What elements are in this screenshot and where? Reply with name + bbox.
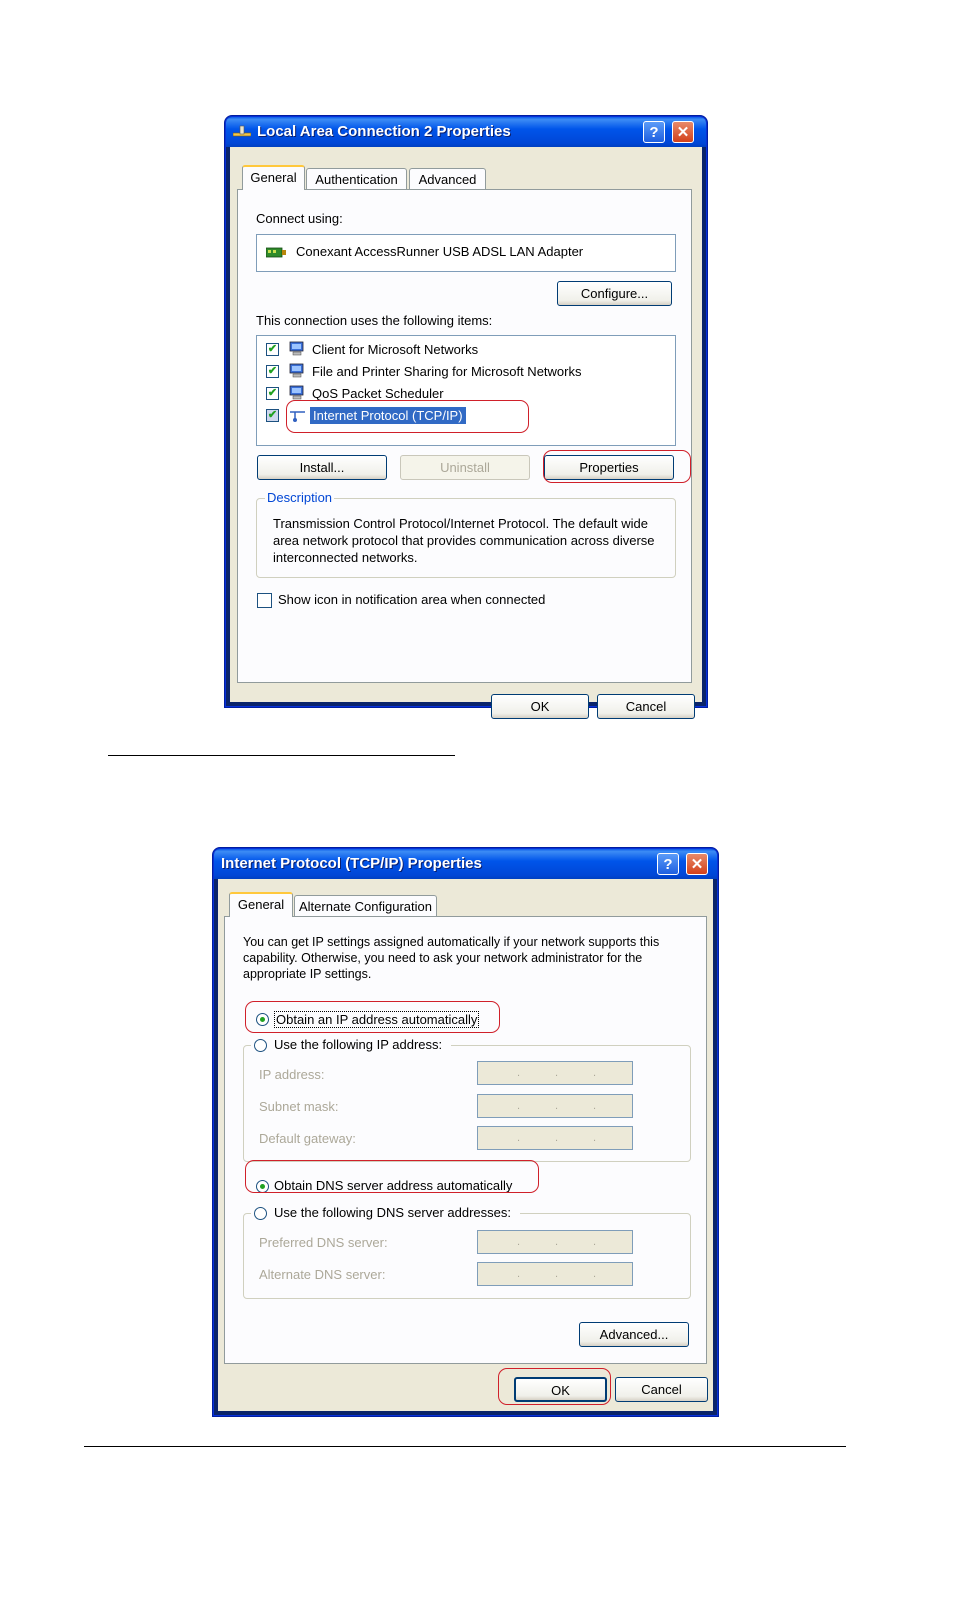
advanced-button-label: Advanced... <box>599 1327 669 1342</box>
title-bar[interactable] <box>226 117 706 147</box>
highlight-properties-button <box>543 450 691 483</box>
obtain-dns-auto-label[interactable]: Obtain DNS server address automatically <box>274 1178 513 1193</box>
local-area-connection-dialog <box>225 116 707 714</box>
dialog-title: Internet Protocol (TCP/IP) Properties <box>221 855 482 872</box>
use-following-dns-label[interactable]: Use the following DNS server addresses: <box>274 1205 511 1220</box>
highlight-obtain-ip <box>245 1001 500 1033</box>
ip-dot: . <box>555 1100 559 1112</box>
default-gateway-label: Default gateway: <box>259 1131 356 1146</box>
qos-icon <box>289 385 306 400</box>
ok-button-label: OK <box>551 1383 570 1398</box>
subnet-mask-field[interactable] <box>477 1094 633 1118</box>
ip-dot: . <box>593 1100 597 1112</box>
description-legend: Description <box>267 490 333 505</box>
item-label-selected[interactable]: Internet Protocol (TCP/IP) <box>310 407 466 424</box>
use-following-ip-label[interactable]: Use the following IP address: <box>274 1037 443 1052</box>
tab-panel <box>224 916 707 1364</box>
item-label[interactable]: Client for Microsoft Networks <box>312 342 479 357</box>
description-group <box>256 490 676 578</box>
uninstall-button-label: Uninstall <box>440 460 490 475</box>
cancel-button[interactable] <box>597 694 695 719</box>
use-following-ip-legend <box>251 1037 451 1055</box>
use-following-dns-radio[interactable] <box>254 1207 267 1220</box>
ip-dot: . <box>555 1268 559 1280</box>
preferred-dns-field[interactable] <box>477 1230 633 1254</box>
highlight-obtain-dns <box>245 1160 539 1193</box>
item-label[interactable]: QoS Packet Scheduler <box>312 386 444 401</box>
ip-dot: . <box>555 1236 559 1248</box>
description-text: Transmission Control Protocol/Internet Protocol. The default wide area network protocol that provides communication across diverse interconnected networks. <box>273 516 655 565</box>
ip-dot: . <box>517 1236 521 1248</box>
dialog-client <box>230 147 702 714</box>
network-client-icon <box>289 341 306 356</box>
properties-button-label: Properties <box>579 460 639 475</box>
title-bar[interactable] <box>214 849 717 879</box>
use-following-ip-radio[interactable] <box>254 1039 267 1052</box>
tab-general[interactable]: General <box>229 892 293 917</box>
close-button[interactable]: ✕ <box>672 121 694 143</box>
advanced-button[interactable] <box>579 1322 689 1347</box>
intro-text: You can get IP settings assigned automatically if your network supports this capability. Otherwise, you need to ask your network administrator for the appropriate IP settings. <box>243 935 660 981</box>
help-button[interactable]: ? <box>643 121 665 143</box>
tab-advanced[interactable]: Advanced <box>409 168 486 190</box>
adapter-name: Conexant AccessRunner USB ADSL LAN Adapter <box>296 244 584 259</box>
items-label: This connection uses the following items: <box>256 313 493 328</box>
cancel-button-label: Cancel <box>625 699 667 714</box>
tab-authentication[interactable]: Authentication <box>306 168 407 190</box>
uninstall-button[interactable] <box>400 455 530 480</box>
close-button[interactable]: ✕ <box>686 853 708 875</box>
ip-dot: . <box>517 1132 521 1144</box>
show-icon-checkbox[interactable] <box>257 593 272 608</box>
subnet-mask-label: Subnet mask: <box>259 1099 339 1114</box>
obtain-ip-auto-label[interactable]: Obtain an IP address automatically <box>276 1012 478 1027</box>
connect-using-label: Connect using: <box>256 211 343 226</box>
ip-dot: . <box>593 1268 597 1280</box>
ip-dot: . <box>517 1100 521 1112</box>
item-checkbox[interactable]: ✔ <box>267 387 278 399</box>
ip-dot: . <box>593 1067 597 1079</box>
alternate-dns-label: Alternate DNS server: <box>259 1267 386 1282</box>
file-sharing-icon <box>289 363 306 378</box>
configure-button[interactable] <box>557 281 672 306</box>
item-label[interactable]: File and Printer Sharing for Microsoft Networks <box>312 364 582 379</box>
ip-address-label: IP address: <box>259 1067 325 1082</box>
show-icon-label[interactable]: Show icon in notification area when connected <box>278 592 546 607</box>
highlight-tcpip-item <box>286 400 529 433</box>
tab-general[interactable]: General <box>242 165 305 190</box>
ip-dot: . <box>517 1067 521 1079</box>
item-checkbox[interactable]: ✔ <box>267 343 278 355</box>
ip-dot: . <box>517 1268 521 1280</box>
ok-button-label: OK <box>530 699 550 714</box>
use-following-dns-legend <box>251 1205 520 1223</box>
ip-dot: . <box>555 1132 559 1144</box>
ok-button[interactable] <box>491 694 589 719</box>
dialog-client <box>218 879 713 1411</box>
item-checkbox[interactable]: ✔ <box>267 409 278 421</box>
alternate-dns-field[interactable] <box>477 1262 633 1286</box>
install-button[interactable] <box>257 455 387 480</box>
item-checkbox[interactable]: ✔ <box>267 365 278 377</box>
footer-rule <box>84 1446 846 1447</box>
tab-alternate-configuration[interactable]: Alternate Configuration <box>294 895 437 917</box>
network-connection-icon <box>233 125 251 139</box>
dialog-title: Local Area Connection 2 Properties <box>257 123 511 140</box>
cancel-button-label: Cancel <box>641 1382 682 1397</box>
highlight-ok-button <box>498 1368 611 1405</box>
default-gateway-field[interactable] <box>477 1126 633 1150</box>
ip-dot: . <box>555 1067 559 1079</box>
cancel-button[interactable] <box>615 1377 708 1402</box>
static-dns-group <box>243 1213 691 1299</box>
adapter-field <box>256 234 676 272</box>
ip-dot: . <box>593 1132 597 1144</box>
tab-panel <box>237 189 692 683</box>
help-button[interactable]: ? <box>657 853 679 875</box>
configure-button-label: Configure... <box>580 286 649 301</box>
ip-address-field[interactable] <box>477 1061 633 1085</box>
preferred-dns-label: Preferred DNS server: <box>259 1235 388 1250</box>
install-button-label: Install... <box>299 460 345 475</box>
divider-short <box>108 755 455 756</box>
ip-dot: . <box>593 1236 597 1248</box>
tcpip-properties-dialog <box>213 848 718 1416</box>
network-adapter-icon <box>266 247 286 259</box>
